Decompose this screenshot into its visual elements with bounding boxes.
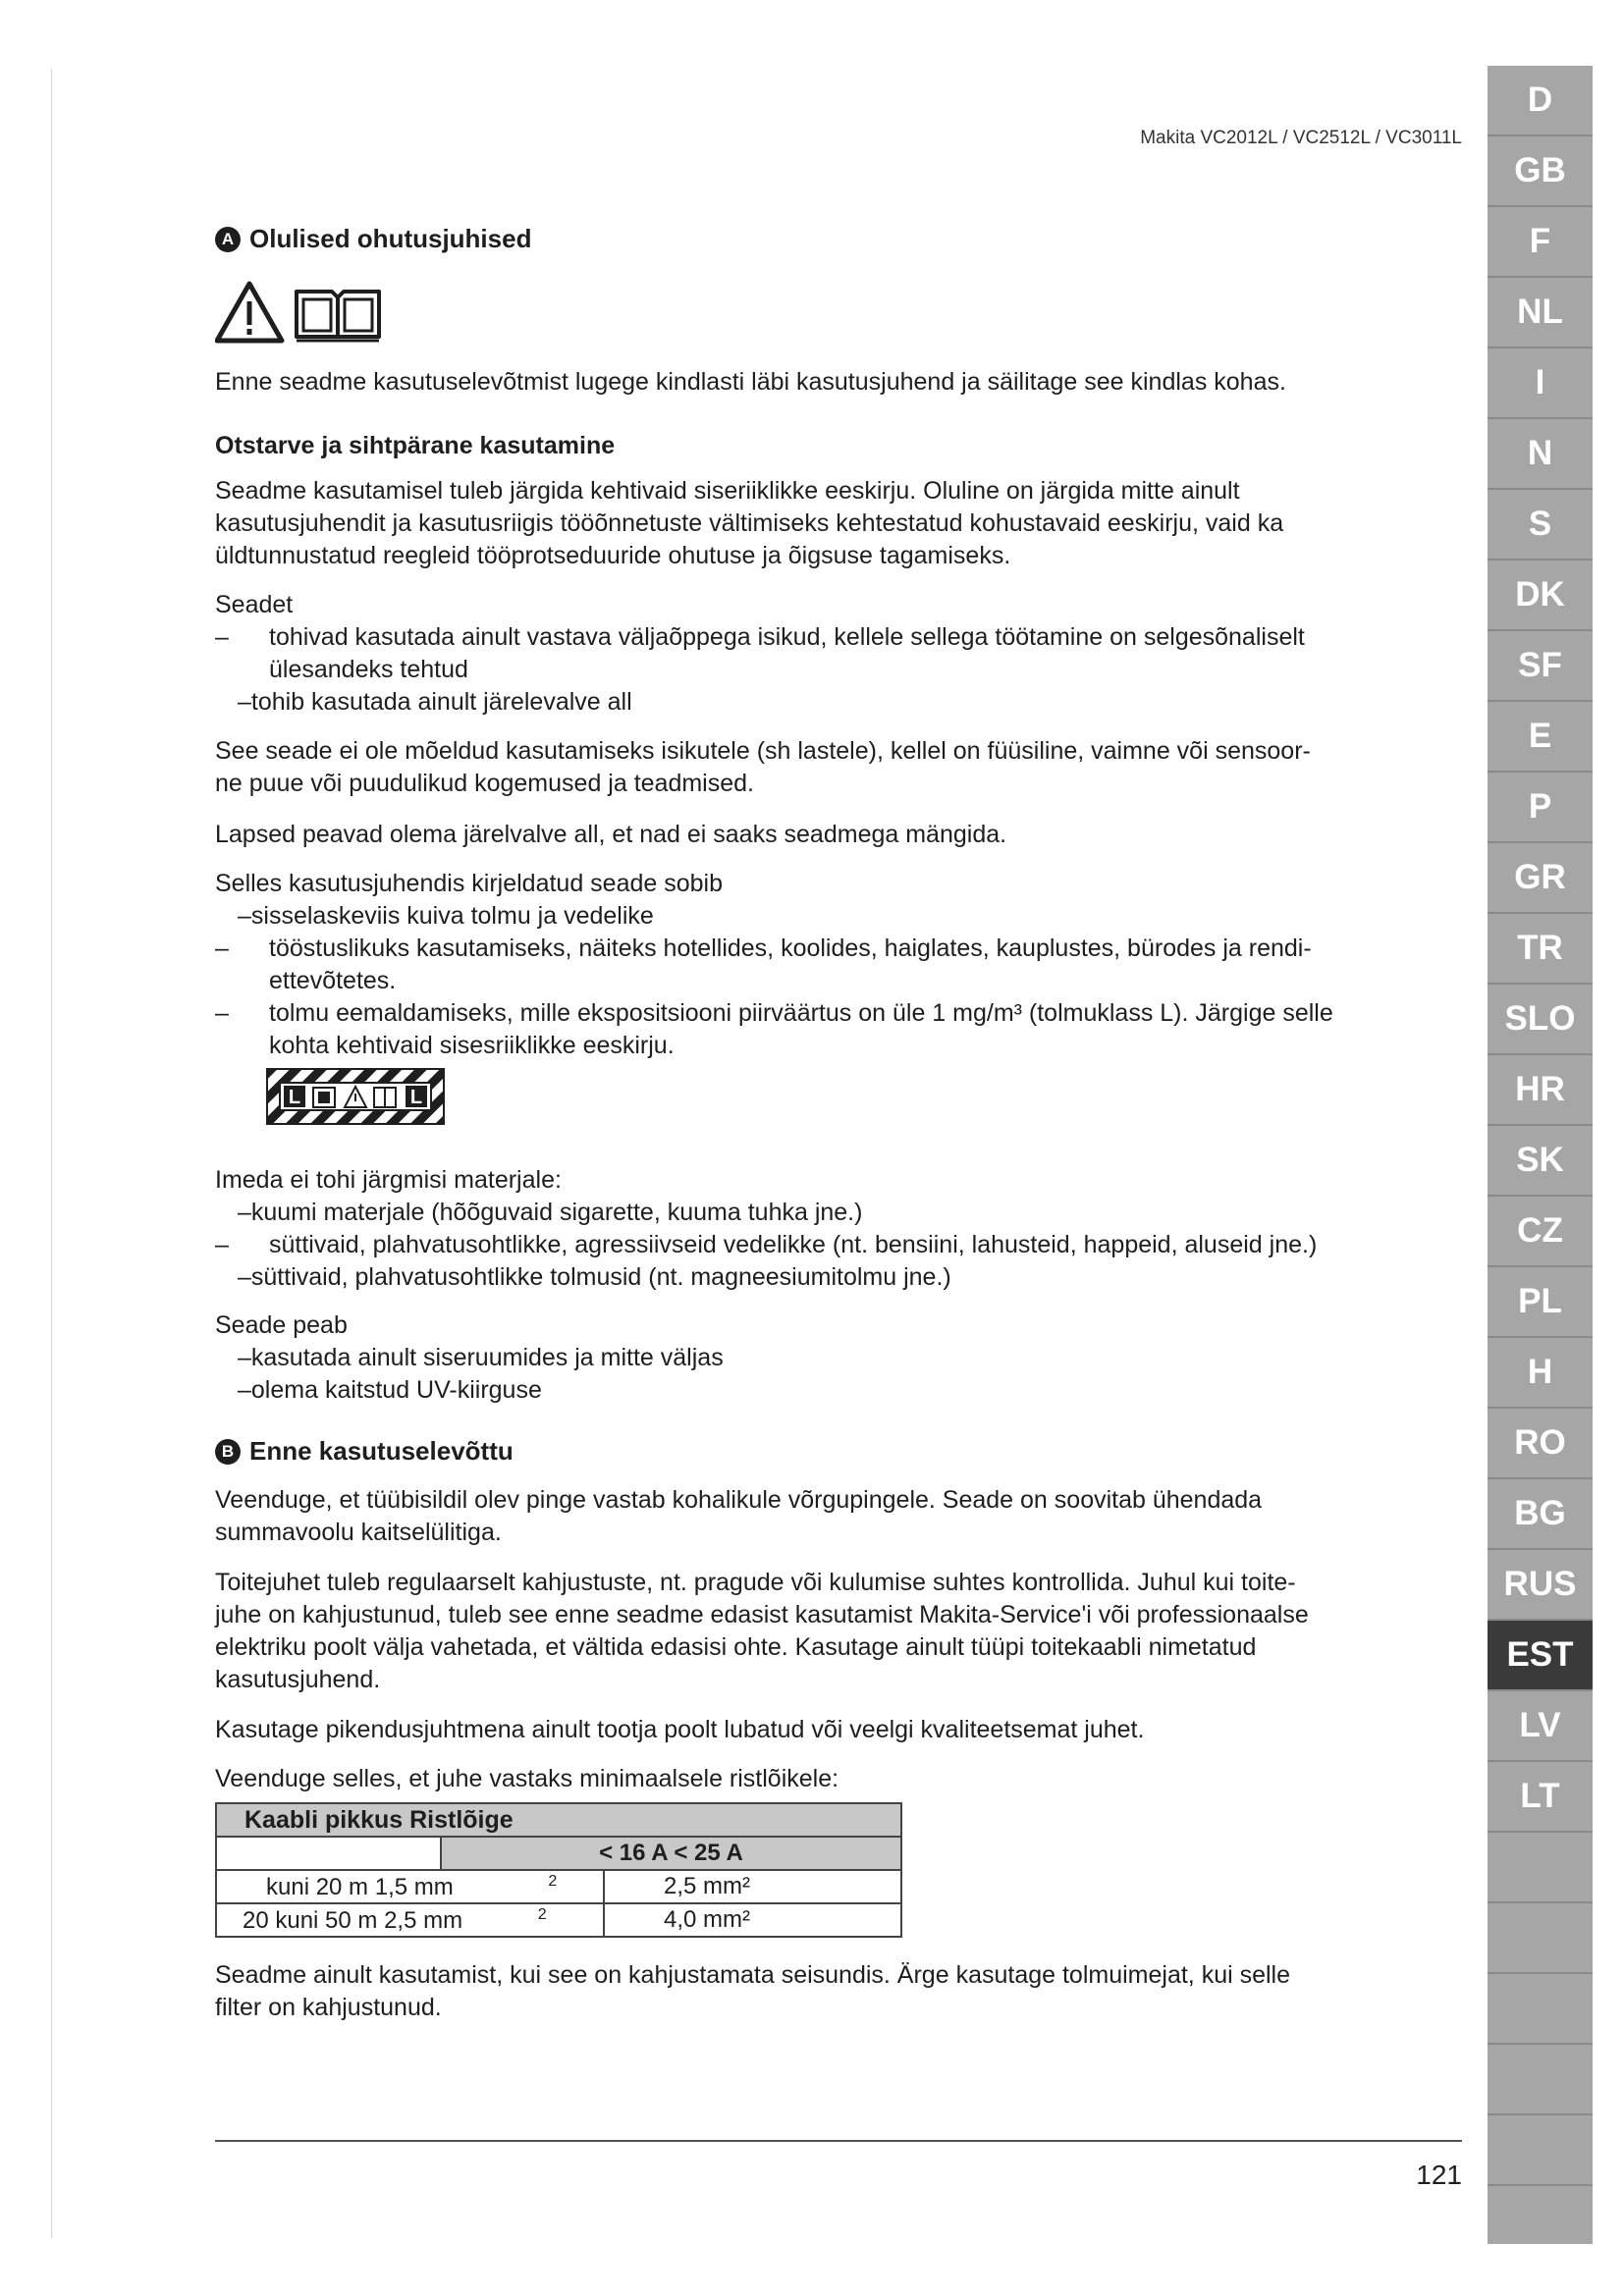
list-item: –süttivaid, plahvatusohtlikke tolmusid (nt. magneesiumitolmu jne.) bbox=[238, 1263, 951, 1291]
filter-paragraph bbox=[215, 1959, 1290, 2024]
paragraph-line: See seade ei ole mõeldud kasutamiseks isikutele (sh lastele), kellel on füüsiline, vaimne või sensoor- bbox=[215, 737, 1311, 765]
page-header: Makita VC2012L / VC2512L / VC3011L bbox=[1140, 128, 1462, 148]
dust-class-label bbox=[266, 1068, 445, 1130]
language-tab-pl[interactable]: PL bbox=[1488, 1267, 1593, 1338]
footer-rule bbox=[215, 2140, 1462, 2142]
cable-table bbox=[215, 1802, 902, 1938]
table-header-cell: Kaabli pikkus Ristlõige bbox=[216, 1803, 901, 1837]
paragraph-line: Toitejuhet tuleb regulaarselt kahjustuste, nt. pragude või kulumise suhtes kontrollida. Juhul kui toite- bbox=[215, 1569, 1296, 1596]
must-list bbox=[215, 1342, 724, 1407]
list-item: –olema kaitstud UV-kiirguse bbox=[238, 1376, 542, 1404]
manual-book-icon bbox=[297, 292, 379, 341]
list-item-line: ettevõtetes. bbox=[269, 967, 397, 994]
section-a-title: Olulised ohutusjuhised bbox=[249, 224, 532, 253]
paragraph-line: elektriku poolt välja vahetada, et vältida edasisi ohte. Kasutage ainult tüüpi toitekaabli nimetatud bbox=[215, 1633, 1257, 1661]
section-b-heading bbox=[215, 1436, 514, 1467]
language-tab-dk[interactable]: DK bbox=[1488, 561, 1593, 631]
language-tab-tr[interactable]: TR bbox=[1488, 914, 1593, 985]
language-tab-n[interactable]: N bbox=[1488, 419, 1593, 490]
purpose-paragraph bbox=[215, 475, 1283, 572]
paragraph-line: summavoolu kaitselülitiga. bbox=[215, 1519, 502, 1546]
purpose-line: Seadme kasutamisel tuleb järgida kehtivaid siseriiklikke eeskirju. Oluline on järgida mitte ainult bbox=[215, 477, 1240, 505]
purpose-line: kasutusjuhendit ja kasutusriigis tööõnnetuste vältimiseks kehtestatud kohustavaid eeskirju, vaid ka bbox=[215, 509, 1284, 537]
language-tab-gr[interactable]: GR bbox=[1488, 843, 1593, 914]
must-intro: Seade peab bbox=[215, 1311, 348, 1339]
list-item-line: süttivaid, plahvatusohtlikke, agressiivseid vedelikke (nt. bensiini, lahusteid, happeid, aluseid jne.) bbox=[269, 1231, 1318, 1258]
list-item-line: tohivad kasutada ainult vastava väljaõppega isikud, kellele sellega töötamine on selgesõnaliselt bbox=[269, 623, 1305, 651]
dash: – bbox=[215, 1231, 229, 1258]
language-tab-empty bbox=[1488, 2115, 1593, 2186]
safety-icons bbox=[215, 278, 402, 351]
language-tab-empty bbox=[1488, 2045, 1593, 2115]
language-tab-cz[interactable]: CZ bbox=[1488, 1197, 1593, 1267]
cell-text: kuni 20 m 1,5 mm bbox=[266, 1873, 454, 1900]
language-tab-sk[interactable]: SK bbox=[1488, 1126, 1593, 1197]
language-tab-e[interactable]: E bbox=[1488, 702, 1593, 773]
min-cross-paragraph: Veenduge selles, et juhe vastaks minimaalsele ristlõikele: bbox=[215, 1765, 839, 1792]
section-b-title: Enne kasutuselevõttu bbox=[249, 1436, 514, 1466]
language-tab-lt[interactable]: LT bbox=[1488, 1762, 1593, 1833]
list-item: –tohib kasutada ainult järelevalve all bbox=[238, 688, 632, 716]
table-subheader-row bbox=[216, 1837, 901, 1870]
language-tab-s[interactable]: S bbox=[1488, 490, 1593, 561]
paragraph-line: ne puue või puudulikud kogemused ja teadmised. bbox=[215, 770, 754, 797]
voltage-paragraph bbox=[215, 1484, 1262, 1549]
list-item bbox=[215, 1229, 1462, 1261]
purpose-line: üldtunnustatud reegleid tööprotseduuride ohutuse ja õigsuse tagamiseks. bbox=[215, 542, 1011, 569]
intro-text: Enne seadme kasutuselevõtmist lugege kindlasti läbi kasutusjuhend ja säilitage see kindlas kohas. bbox=[215, 368, 1286, 396]
suitable-list bbox=[215, 900, 1462, 1062]
language-tab-strip bbox=[1488, 66, 1593, 2244]
language-tab-bg[interactable]: BG bbox=[1488, 1479, 1593, 1550]
table-cell-length bbox=[216, 1903, 604, 1937]
paragraph-line: Veenduge, et tüübisildil olev pinge vastab kohalikule võrgupingele. Seade on soovitab ühendada bbox=[215, 1486, 1263, 1514]
language-tab-rus[interactable]: RUS bbox=[1488, 1550, 1593, 1621]
device-list bbox=[215, 621, 1462, 719]
language-tab-i[interactable]: I bbox=[1488, 348, 1593, 419]
label-letter-right: L bbox=[409, 1087, 423, 1108]
table-cell-value: 4,0 mm² bbox=[604, 1903, 901, 1937]
language-tab-empty bbox=[1488, 1974, 1593, 2045]
children-paragraph: Lapsed peavad olema järelvalve all, et nad ei saaks seadmega mängida. bbox=[215, 821, 1007, 848]
cell-superscript: 2 bbox=[548, 1872, 558, 1890]
cable-check-paragraph bbox=[215, 1567, 1309, 1696]
table-cell-value: 2,5 mm² bbox=[604, 1870, 901, 1903]
page-number: 121 bbox=[1416, 2160, 1462, 2190]
paragraph-line: kasutusjuhend. bbox=[215, 1666, 381, 1693]
device-label: Seadet bbox=[215, 591, 294, 618]
table-header-row bbox=[216, 1803, 901, 1837]
dash: – bbox=[215, 934, 229, 962]
suitable-intro: Selles kasutusjuhendis kirjeldatud seade sobib bbox=[215, 870, 723, 897]
list-item: –kuumi materjale (hõõguvaid sigarette, kuuma tuhka jne.) bbox=[238, 1199, 863, 1226]
list-item bbox=[215, 933, 1462, 997]
paragraph-line: Seadme ainult kasutamist, kui see on kahjustamata seisundis. Ärge kasutage tolmuimejat, kui selle bbox=[215, 1961, 1291, 1989]
language-tab-h[interactable]: H bbox=[1488, 1338, 1593, 1409]
extension-paragraph: Kasutage pikendusjuhtmena ainult tootja poolt lubatud või veelgi kvaliteetsemat juhet. bbox=[215, 1716, 1145, 1743]
left-margin-rule bbox=[51, 69, 52, 2238]
warning-triangle-icon bbox=[217, 284, 282, 341]
dash: – bbox=[215, 999, 229, 1027]
purpose-heading: Otstarve ja sihtpärane kasutamine bbox=[215, 432, 616, 459]
table-row bbox=[216, 1870, 901, 1903]
paragraph-line: filter on kahjustunud. bbox=[215, 1994, 442, 2021]
not-suck-intro: Imeda ei tohi järgmisi materjale: bbox=[215, 1166, 562, 1194]
list-item-line: tolmu eemaldamiseks, mille ekspositsiooni piirväärtus on üle 1 mg/m³ (tolmuklass L). Järgige selle bbox=[269, 999, 1333, 1027]
not-suck-list bbox=[215, 1197, 1462, 1294]
language-tab-nl[interactable]: NL bbox=[1488, 278, 1593, 348]
list-item-line: kohta kehtivaid sisesriiklikke eeskirju. bbox=[269, 1032, 675, 1059]
language-tab-sf[interactable]: SF bbox=[1488, 631, 1593, 702]
label-letter-left: L bbox=[288, 1087, 301, 1108]
language-tab-d[interactable]: D bbox=[1488, 66, 1593, 136]
language-tab-empty bbox=[1488, 1833, 1593, 1903]
dash: – bbox=[215, 623, 229, 651]
list-item bbox=[215, 997, 1462, 1062]
table-row bbox=[216, 1903, 901, 1937]
list-item: –kasutada ainult siseruumides ja mitte väljas bbox=[238, 1344, 724, 1371]
language-tab-ro[interactable]: RO bbox=[1488, 1409, 1593, 1479]
cell-superscript: 2 bbox=[537, 1905, 547, 1923]
list-item-line: ülesandeks tehtud bbox=[269, 656, 468, 683]
table-cell-empty bbox=[216, 1837, 441, 1870]
list-item: –sisselaskeviis kuiva tolmu ja vedelike bbox=[238, 902, 654, 930]
language-tab-lv[interactable]: LV bbox=[1488, 1691, 1593, 1762]
language-tab-est[interactable]: EST bbox=[1488, 1621, 1593, 1691]
not-intended-paragraph bbox=[215, 735, 1311, 800]
language-tab-gb[interactable]: GB bbox=[1488, 136, 1593, 207]
list-item bbox=[215, 621, 1462, 686]
language-tab-f[interactable]: F bbox=[1488, 207, 1593, 278]
language-tab-slo[interactable]: SLO bbox=[1488, 985, 1593, 1055]
language-tab-hr[interactable]: HR bbox=[1488, 1055, 1593, 1126]
section-a-badge: A bbox=[215, 227, 241, 252]
table-subheader-cell: < 16 A < 25 A bbox=[441, 1837, 901, 1870]
cell-text: 20 kuni 50 m 2,5 mm bbox=[243, 1906, 463, 1934]
language-tab-p[interactable]: P bbox=[1488, 773, 1593, 843]
table-cell-length bbox=[216, 1870, 604, 1903]
language-tab-empty bbox=[1488, 1903, 1593, 1974]
paragraph-line: juhe on kahjustunud, tuleb see enne seadme edasist kasutamist Makita-Service'i või professionaalse bbox=[215, 1601, 1309, 1629]
list-item-line: tööstuslikuks kasutamiseks, näiteks hotellides, koolides, haiglates, kauplustes, bürodes ja rendi- bbox=[269, 934, 1312, 962]
section-a-heading bbox=[215, 224, 531, 254]
section-b-badge: B bbox=[215, 1439, 241, 1465]
